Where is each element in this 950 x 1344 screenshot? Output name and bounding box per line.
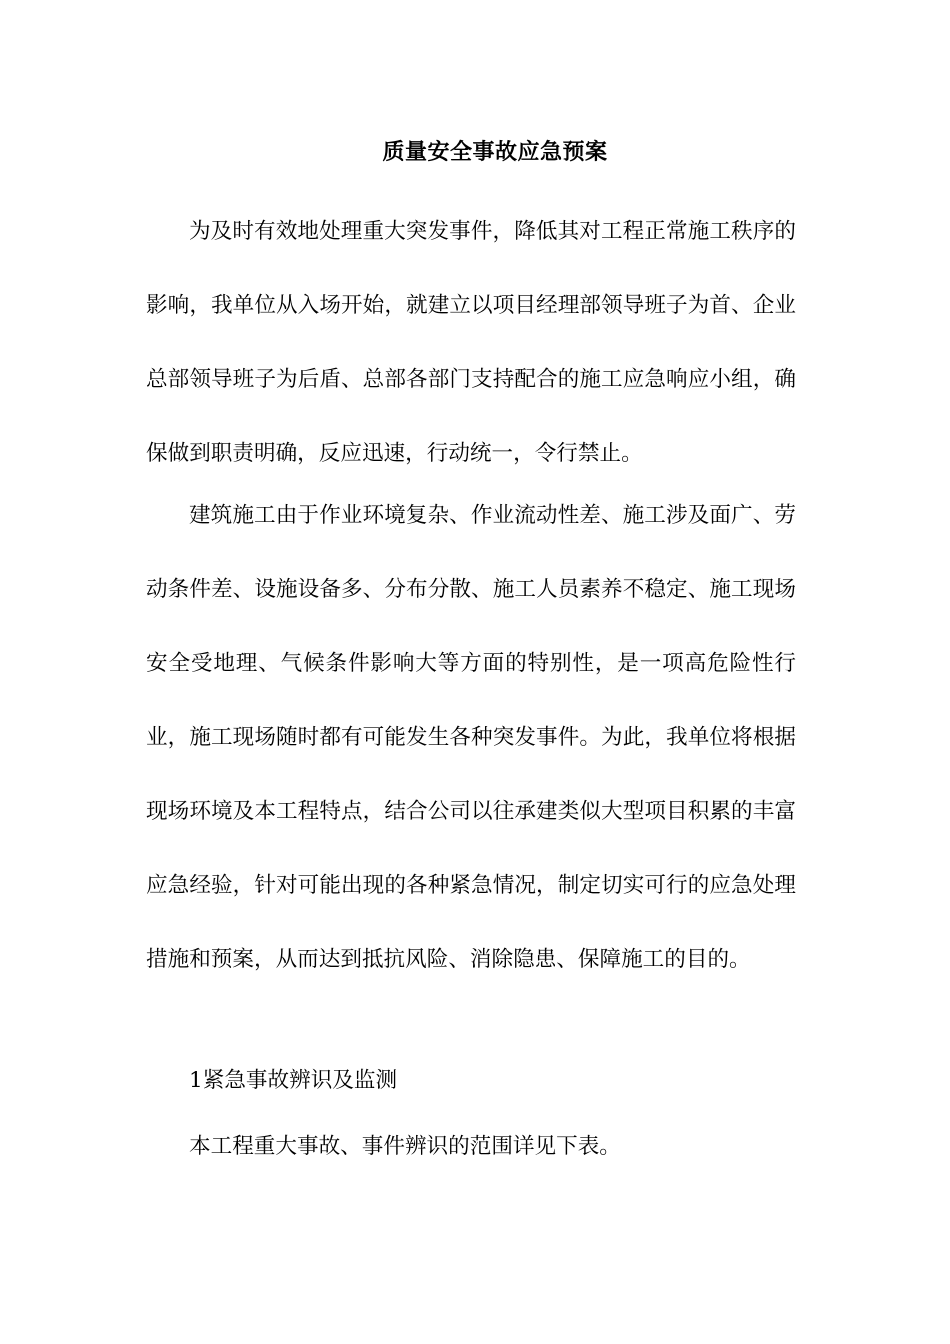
- section-text: 本工程重大事故、事件辨识的范围详见下表。: [189, 1134, 621, 1159]
- document-title: 质量安全事故应急预案: [382, 139, 608, 165]
- paragraph-intro: 为及时有效地处理重大突发事件，降低其对工程正常施工秩序的影响，我单位从入场开始，就建立以项目经理部领导班子为首、企业总部领导班子为后盾、总部各部门支持配合的施工应急响应小组，确保做到职责明确，反应迅速，行动统一，令行禁止。: [146, 219, 796, 466]
- section-heading: 1紧急事故辨识及监测: [189, 1068, 398, 1093]
- paragraph-construction-risk: 建筑施工由于作业环境复杂、作业流动性差、施工涉及面广、劳动条件差、设施设备多、分布分散、施工人员素养不稳定、施工现场安全受地理、气候条件影响大等方面的特别性，是一项高危险性行业，施工现场随时都有可能发生各种突发事件。为此，我单位将根据现场环境及本工程特点，结合公司以往承建类似大型项目积累的丰富应急经验，针对可能出现的各种紧急情况，制定切实可行的应急处理措施和预案，从而达到抵抗风险、消除隐患、保障施工的目的。: [146, 503, 796, 972]
